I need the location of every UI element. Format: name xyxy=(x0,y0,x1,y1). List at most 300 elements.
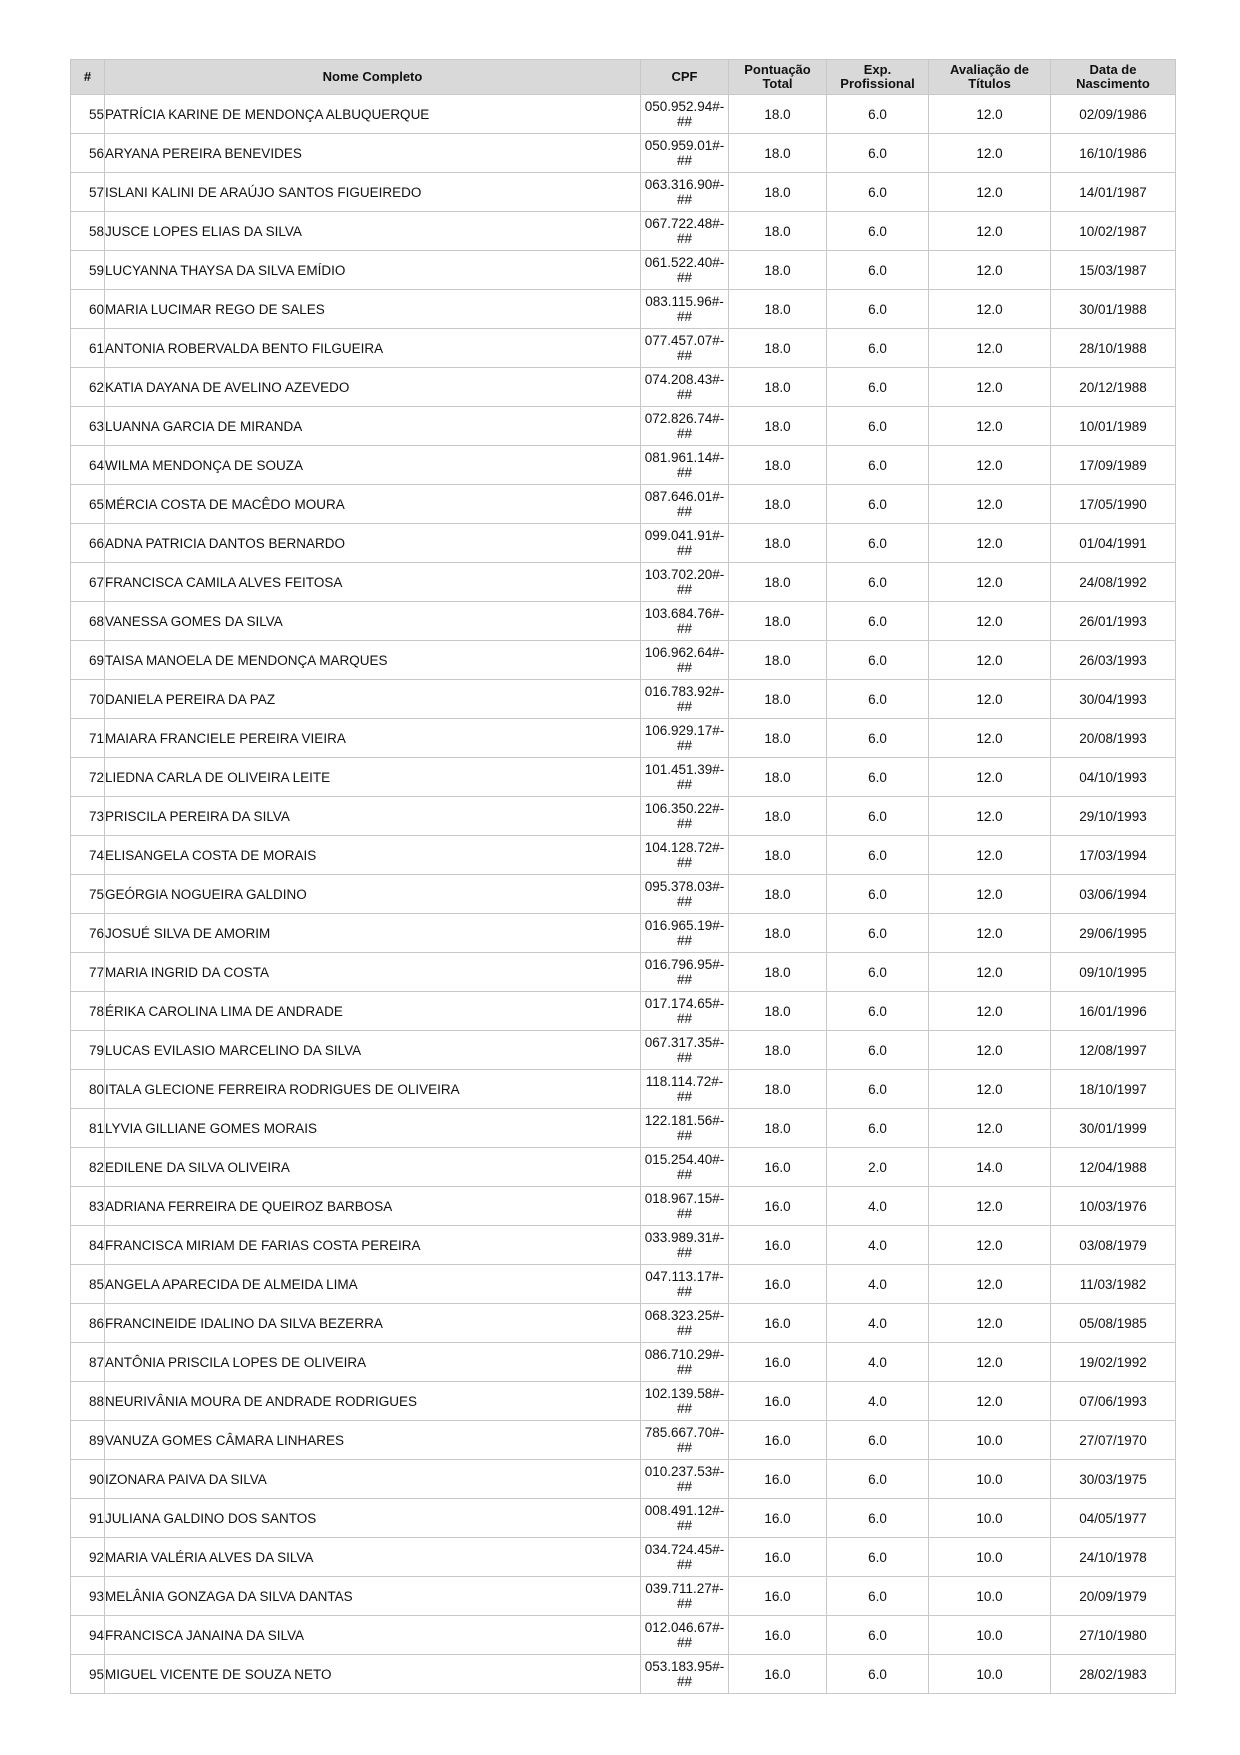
titles-evaluation: 10.0 xyxy=(976,1432,1003,1448)
table-row xyxy=(71,914,1176,953)
full-name: MIGUEL VICENTE DE SOUZA NETO xyxy=(105,1666,332,1682)
cpf-cell xyxy=(641,680,729,719)
row-number-cell xyxy=(71,212,105,251)
total-score: 18.0 xyxy=(764,808,791,824)
cpf-part: ## xyxy=(676,1284,693,1299)
professional-experience-cell xyxy=(827,1460,929,1499)
total-score-cell xyxy=(729,1382,827,1421)
titles-evaluation-cell xyxy=(929,173,1051,212)
birth-date-cell xyxy=(1051,1343,1176,1382)
titles-evaluation: 12.0 xyxy=(976,613,1003,629)
birth-date: 29/10/1993 xyxy=(1079,808,1147,824)
cpf-cell xyxy=(641,485,729,524)
birth-date-cell xyxy=(1051,1265,1176,1304)
titles-evaluation: 12.0 xyxy=(976,1393,1003,1409)
row-number-cell xyxy=(71,992,105,1031)
professional-experience-cell xyxy=(827,1499,929,1538)
cpf-part: ## xyxy=(676,1362,693,1377)
full-name: FRANCINEIDE IDALINO DA SILVA BEZERRA xyxy=(105,1315,383,1331)
full-name-cell xyxy=(105,875,641,914)
titles-evaluation-cell xyxy=(929,1499,1051,1538)
cpf-part: 008.491.12#- xyxy=(644,1503,725,1518)
row-number-cell xyxy=(71,836,105,875)
row-number: 59 xyxy=(88,262,104,278)
professional-experience: 6.0 xyxy=(868,1120,887,1136)
cpf-part: ## xyxy=(676,270,693,285)
titles-evaluation: 12.0 xyxy=(976,769,1003,785)
cpf-part: ## xyxy=(676,114,693,129)
professional-experience: 6.0 xyxy=(868,340,887,356)
birth-date-cell xyxy=(1051,1616,1176,1655)
birth-date: 10/02/1987 xyxy=(1079,223,1147,239)
row-number-cell xyxy=(71,563,105,602)
full-name-cell xyxy=(105,290,641,329)
birth-date-cell xyxy=(1051,1187,1176,1226)
professional-experience-cell xyxy=(827,1109,929,1148)
table-row xyxy=(71,680,1176,719)
cpf-cell xyxy=(641,719,729,758)
row-number-cell xyxy=(71,1577,105,1616)
full-name-cell xyxy=(105,758,641,797)
table-row xyxy=(71,368,1176,407)
professional-experience-cell xyxy=(827,1577,929,1616)
total-score-cell xyxy=(729,1577,827,1616)
professional-experience-cell xyxy=(827,1265,929,1304)
cpf-cell xyxy=(641,1148,729,1187)
titles-evaluation: 12.0 xyxy=(976,223,1003,239)
titles-evaluation-cell xyxy=(929,953,1051,992)
cpf-cell xyxy=(641,836,729,875)
titles-evaluation-cell xyxy=(929,95,1051,134)
professional-experience-cell xyxy=(827,953,929,992)
row-number-cell xyxy=(71,134,105,173)
professional-experience-cell xyxy=(827,875,929,914)
row-number-cell xyxy=(71,953,105,992)
cpf-cell xyxy=(641,1499,729,1538)
row-number-cell xyxy=(71,719,105,758)
birth-date-cell xyxy=(1051,212,1176,251)
row-number-cell xyxy=(71,407,105,446)
full-name-cell xyxy=(105,1577,641,1616)
cpf-part: ## xyxy=(676,738,693,753)
professional-experience: 6.0 xyxy=(868,574,887,590)
professional-experience: 6.0 xyxy=(868,652,887,668)
birth-date-cell xyxy=(1051,875,1176,914)
table-row xyxy=(71,1499,1176,1538)
total-score: 16.0 xyxy=(764,1510,791,1526)
full-name: WILMA MENDONÇA DE SOUZA xyxy=(105,457,304,473)
row-number-cell xyxy=(71,1538,105,1577)
cpf-part: 102.139.58#- xyxy=(644,1386,725,1401)
full-name: LUCYANNA THAYSA DA SILVA EMÍDIO xyxy=(105,262,346,278)
titles-evaluation-cell xyxy=(929,563,1051,602)
total-score-cell xyxy=(729,446,827,485)
birth-date: 20/12/1988 xyxy=(1079,379,1147,395)
cpf-part: 015.254.40#- xyxy=(644,1152,725,1167)
titles-evaluation: 12.0 xyxy=(976,1081,1003,1097)
cpf-part: 016.965.19#- xyxy=(644,918,725,933)
titles-evaluation-cell xyxy=(929,1655,1051,1694)
cpf-part: 016.796.95#- xyxy=(644,957,725,972)
row-number-cell xyxy=(71,1187,105,1226)
cpf-part: ## xyxy=(676,777,693,792)
titles-evaluation: 12.0 xyxy=(976,574,1003,590)
table-row xyxy=(71,1382,1176,1421)
professional-experience: 6.0 xyxy=(868,535,887,551)
cpf-cell xyxy=(641,1187,729,1226)
full-name-cell xyxy=(105,641,641,680)
birth-date-cell xyxy=(1051,251,1176,290)
row-number: 76 xyxy=(88,925,104,941)
total-score: 16.0 xyxy=(764,1627,791,1643)
row-number-cell xyxy=(71,329,105,368)
full-name: NEURIVÂNIA MOURA DE ANDRADE RODRIGUES xyxy=(105,1393,418,1409)
total-score: 18.0 xyxy=(764,730,791,746)
birth-date-cell xyxy=(1051,1226,1176,1265)
cpf-part: ## xyxy=(676,855,693,870)
total-score: 18.0 xyxy=(764,847,791,863)
birth-date: 24/10/1978 xyxy=(1079,1549,1147,1565)
cpf-part: 103.702.20#- xyxy=(644,567,725,582)
titles-evaluation: 12.0 xyxy=(976,418,1003,434)
full-name: MÉRCIA COSTA DE MACÊDO MOURA xyxy=(105,496,345,512)
birth-date: 29/06/1995 xyxy=(1079,925,1147,941)
full-name-cell xyxy=(105,1304,641,1343)
full-name-cell xyxy=(105,1187,641,1226)
total-score-cell xyxy=(729,485,827,524)
titles-evaluation: 12.0 xyxy=(976,262,1003,278)
full-name-cell xyxy=(105,329,641,368)
full-name-cell xyxy=(105,1343,641,1382)
row-number: 75 xyxy=(88,886,104,902)
full-name: KATIA DAYANA DE AVELINO AZEVEDO xyxy=(105,379,350,395)
cpf-part: 067.722.48#- xyxy=(644,216,725,231)
table-row xyxy=(71,953,1176,992)
cpf-part: ## xyxy=(676,1128,693,1143)
row-number-cell xyxy=(71,1070,105,1109)
table-row xyxy=(71,407,1176,446)
cpf-part: 106.350.22#- xyxy=(644,801,725,816)
total-score-cell xyxy=(729,836,827,875)
row-number: 94 xyxy=(88,1627,104,1643)
row-number-cell xyxy=(71,680,105,719)
full-name-cell xyxy=(105,953,641,992)
total-score-cell xyxy=(729,134,827,173)
professional-experience: 6.0 xyxy=(868,1510,887,1526)
birth-date: 02/09/1986 xyxy=(1079,106,1147,122)
row-number-cell xyxy=(71,1499,105,1538)
professional-experience: 6.0 xyxy=(868,1588,887,1604)
total-score: 18.0 xyxy=(764,145,791,161)
cpf-part: 061.522.40#- xyxy=(644,255,725,270)
table-row xyxy=(71,875,1176,914)
professional-experience: 6.0 xyxy=(868,262,887,278)
professional-experience-cell xyxy=(827,1031,929,1070)
birth-date: 03/08/1979 xyxy=(1079,1237,1147,1253)
cpf-cell xyxy=(641,1577,729,1616)
total-score: 16.0 xyxy=(764,1237,791,1253)
birth-date: 30/03/1975 xyxy=(1079,1471,1147,1487)
total-score-cell xyxy=(729,602,827,641)
full-name-cell xyxy=(105,563,641,602)
row-number: 82 xyxy=(88,1159,104,1175)
professional-experience: 4.0 xyxy=(868,1393,887,1409)
titles-evaluation-cell xyxy=(929,407,1051,446)
professional-experience-cell xyxy=(827,524,929,563)
professional-experience: 6.0 xyxy=(868,925,887,941)
total-score: 18.0 xyxy=(764,301,791,317)
cpf-part: ## xyxy=(676,348,693,363)
cpf-cell xyxy=(641,1343,729,1382)
titles-evaluation-cell xyxy=(929,1538,1051,1577)
cpf-cell xyxy=(641,251,729,290)
row-number-cell xyxy=(71,758,105,797)
cpf-part: ## xyxy=(676,192,693,207)
total-score: 18.0 xyxy=(764,925,791,941)
total-score: 18.0 xyxy=(764,262,791,278)
titles-evaluation-cell xyxy=(929,758,1051,797)
birth-date-cell xyxy=(1051,485,1176,524)
titles-evaluation: 12.0 xyxy=(976,1354,1003,1370)
total-score-cell xyxy=(729,953,827,992)
birth-date: 10/03/1976 xyxy=(1079,1198,1147,1214)
cpf-part: ## xyxy=(676,1050,693,1065)
full-name-cell xyxy=(105,134,641,173)
cpf-cell xyxy=(641,992,729,1031)
total-score-cell xyxy=(729,1460,827,1499)
total-score: 18.0 xyxy=(764,340,791,356)
cpf-part: ## xyxy=(676,231,693,246)
cpf-part: ## xyxy=(676,465,693,480)
birth-date: 04/05/1977 xyxy=(1079,1510,1147,1526)
full-name: MARIA LUCIMAR REGO DE SALES xyxy=(105,301,325,317)
professional-experience: 6.0 xyxy=(868,1666,887,1682)
header-exp: Exp. Profissional xyxy=(827,60,929,95)
cpf-part: 785.667.70#- xyxy=(644,1425,725,1440)
cpf-part: 050.959.01#- xyxy=(644,138,725,153)
full-name: VANUZA GOMES CÂMARA LINHARES xyxy=(105,1432,345,1448)
birth-date-cell xyxy=(1051,368,1176,407)
total-score-cell xyxy=(729,1148,827,1187)
row-number: 69 xyxy=(88,652,104,668)
birth-date: 12/08/1997 xyxy=(1079,1042,1147,1058)
titles-evaluation-cell xyxy=(929,1070,1051,1109)
full-name: PATRÍCIA KARINE DE MENDONÇA ALBUQUERQUE xyxy=(105,106,430,122)
cpf-part: ## xyxy=(676,699,693,714)
total-score-cell xyxy=(729,1226,827,1265)
titles-evaluation: 12.0 xyxy=(976,457,1003,473)
titles-evaluation-cell xyxy=(929,1382,1051,1421)
titles-evaluation-cell xyxy=(929,1187,1051,1226)
full-name-cell xyxy=(105,797,641,836)
birth-date: 18/10/1997 xyxy=(1079,1081,1147,1097)
cpf-part: 095.378.03#- xyxy=(644,879,725,894)
table-body xyxy=(71,95,1176,1694)
cpf-cell xyxy=(641,173,729,212)
full-name: LYVIA GILLIANE GOMES MORAIS xyxy=(105,1120,318,1136)
total-score-cell xyxy=(729,1109,827,1148)
total-score: 18.0 xyxy=(764,1081,791,1097)
results-table xyxy=(70,59,1176,1694)
titles-evaluation-cell xyxy=(929,524,1051,563)
birth-date: 04/10/1993 xyxy=(1079,769,1147,785)
birth-date: 28/02/1983 xyxy=(1079,1666,1147,1682)
cpf-part: 083.115.96#- xyxy=(645,294,724,309)
row-number: 91 xyxy=(88,1510,104,1526)
row-number: 57 xyxy=(88,184,104,200)
table-row xyxy=(71,1616,1176,1655)
professional-experience-cell xyxy=(827,329,929,368)
birth-date: 30/01/1988 xyxy=(1079,301,1147,317)
cpf-part: ## xyxy=(676,660,693,675)
table-row xyxy=(71,446,1176,485)
cpf-cell xyxy=(641,1265,729,1304)
full-name-cell xyxy=(105,1616,641,1655)
professional-experience-cell xyxy=(827,719,929,758)
cpf-part: ## xyxy=(676,387,693,402)
full-name-cell xyxy=(105,524,641,563)
birth-date: 16/10/1986 xyxy=(1079,145,1147,161)
titles-evaluation-cell xyxy=(929,212,1051,251)
cpf-part: 106.929.17#- xyxy=(644,723,725,738)
birth-date: 17/09/1989 xyxy=(1079,457,1147,473)
row-number-cell xyxy=(71,368,105,407)
full-name: ITALA GLECIONE FERREIRA RODRIGUES DE OLIVEIRA xyxy=(105,1081,460,1097)
titles-evaluation: 10.0 xyxy=(976,1549,1003,1565)
professional-experience: 6.0 xyxy=(868,886,887,902)
birth-date-cell xyxy=(1051,992,1176,1031)
full-name-cell xyxy=(105,407,641,446)
birth-date: 05/08/1985 xyxy=(1079,1315,1147,1331)
professional-experience: 6.0 xyxy=(868,496,887,512)
table-row xyxy=(71,563,1176,602)
row-number: 81 xyxy=(88,1120,104,1136)
total-score-cell xyxy=(729,251,827,290)
row-number: 66 xyxy=(88,535,104,551)
titles-evaluation: 10.0 xyxy=(976,1588,1003,1604)
professional-experience: 6.0 xyxy=(868,145,887,161)
titles-evaluation: 10.0 xyxy=(976,1666,1003,1682)
cpf-cell xyxy=(641,368,729,407)
birth-date: 30/01/1999 xyxy=(1079,1120,1147,1136)
full-name: PRISCILA PEREIRA DA SILVA xyxy=(105,808,290,824)
titles-evaluation-cell xyxy=(929,368,1051,407)
row-number: 71 xyxy=(88,730,104,746)
titles-evaluation-cell xyxy=(929,1226,1051,1265)
titles-evaluation-cell xyxy=(929,1616,1051,1655)
row-number-cell xyxy=(71,1655,105,1694)
cpf-cell xyxy=(641,1226,729,1265)
cpf-part: ## xyxy=(676,1167,693,1182)
birth-date-cell xyxy=(1051,524,1176,563)
total-score-cell xyxy=(729,1031,827,1070)
professional-experience-cell xyxy=(827,758,929,797)
professional-experience: 6.0 xyxy=(868,691,887,707)
total-score-cell xyxy=(729,1187,827,1226)
full-name: ISLANI KALINI DE ARAÚJO SANTOS FIGUEIREDO xyxy=(105,184,422,200)
total-score-cell xyxy=(729,992,827,1031)
total-score: 16.0 xyxy=(764,1354,791,1370)
professional-experience-cell xyxy=(827,212,929,251)
full-name-cell xyxy=(105,485,641,524)
full-name-cell xyxy=(105,602,641,641)
birth-date-cell xyxy=(1051,719,1176,758)
professional-experience: 4.0 xyxy=(868,1276,887,1292)
titles-evaluation-cell xyxy=(929,992,1051,1031)
cpf-cell xyxy=(641,1031,729,1070)
total-score: 18.0 xyxy=(764,964,791,980)
titles-evaluation-cell xyxy=(929,797,1051,836)
cpf-part: ## xyxy=(676,1323,693,1338)
cpf-part: 050.952.94#- xyxy=(644,99,725,114)
total-score: 18.0 xyxy=(764,184,791,200)
professional-experience: 2.0 xyxy=(868,1159,887,1175)
titles-evaluation-cell xyxy=(929,875,1051,914)
professional-experience-cell xyxy=(827,407,929,446)
cpf-part: ## xyxy=(676,1479,693,1494)
titles-evaluation: 10.0 xyxy=(976,1471,1003,1487)
full-name: MARIA INGRID DA COSTA xyxy=(105,964,270,980)
cpf-cell xyxy=(641,875,729,914)
total-score: 16.0 xyxy=(764,1549,791,1565)
row-number-cell xyxy=(71,1304,105,1343)
birth-date: 01/04/1991 xyxy=(1079,535,1147,551)
row-number: 84 xyxy=(88,1237,104,1253)
total-score-cell xyxy=(729,407,827,446)
cpf-part: 016.783.92#- xyxy=(644,684,725,699)
professional-experience: 4.0 xyxy=(868,1315,887,1331)
full-name-cell xyxy=(105,719,641,758)
cpf-cell xyxy=(641,563,729,602)
titles-evaluation: 12.0 xyxy=(976,847,1003,863)
total-score: 18.0 xyxy=(764,1003,791,1019)
row-number: 63 xyxy=(88,418,104,434)
cpf-part: ## xyxy=(676,1596,693,1611)
row-number-cell xyxy=(71,602,105,641)
cpf-part: 072.826.74#- xyxy=(644,411,725,426)
cpf-part: ## xyxy=(676,153,693,168)
professional-experience-cell xyxy=(827,1148,929,1187)
total-score-cell xyxy=(729,1070,827,1109)
table-row xyxy=(71,1187,1176,1226)
birth-date: 07/06/1993 xyxy=(1079,1393,1147,1409)
total-score: 16.0 xyxy=(764,1393,791,1409)
professional-experience: 6.0 xyxy=(868,769,887,785)
birth-date-cell xyxy=(1051,1109,1176,1148)
total-score: 16.0 xyxy=(764,1198,791,1214)
full-name: DANIELA PEREIRA DA PAZ xyxy=(105,691,276,707)
row-number-cell xyxy=(71,797,105,836)
row-number: 62 xyxy=(88,379,104,395)
professional-experience: 6.0 xyxy=(868,379,887,395)
titles-evaluation-cell xyxy=(929,1265,1051,1304)
cpf-part: ## xyxy=(676,582,693,597)
birth-date: 17/05/1990 xyxy=(1079,496,1147,512)
professional-experience-cell xyxy=(827,134,929,173)
row-number-cell xyxy=(71,1460,105,1499)
birth-date: 12/04/1988 xyxy=(1079,1159,1147,1175)
total-score: 18.0 xyxy=(764,886,791,902)
titles-evaluation-cell xyxy=(929,251,1051,290)
total-score-cell xyxy=(729,95,827,134)
titles-evaluation: 12.0 xyxy=(976,496,1003,512)
birth-date-cell xyxy=(1051,953,1176,992)
professional-experience: 6.0 xyxy=(868,1003,887,1019)
titles-evaluation: 12.0 xyxy=(976,808,1003,824)
professional-experience-cell xyxy=(827,1421,929,1460)
cpf-part: 103.684.76#- xyxy=(644,606,725,621)
professional-experience-cell xyxy=(827,368,929,407)
